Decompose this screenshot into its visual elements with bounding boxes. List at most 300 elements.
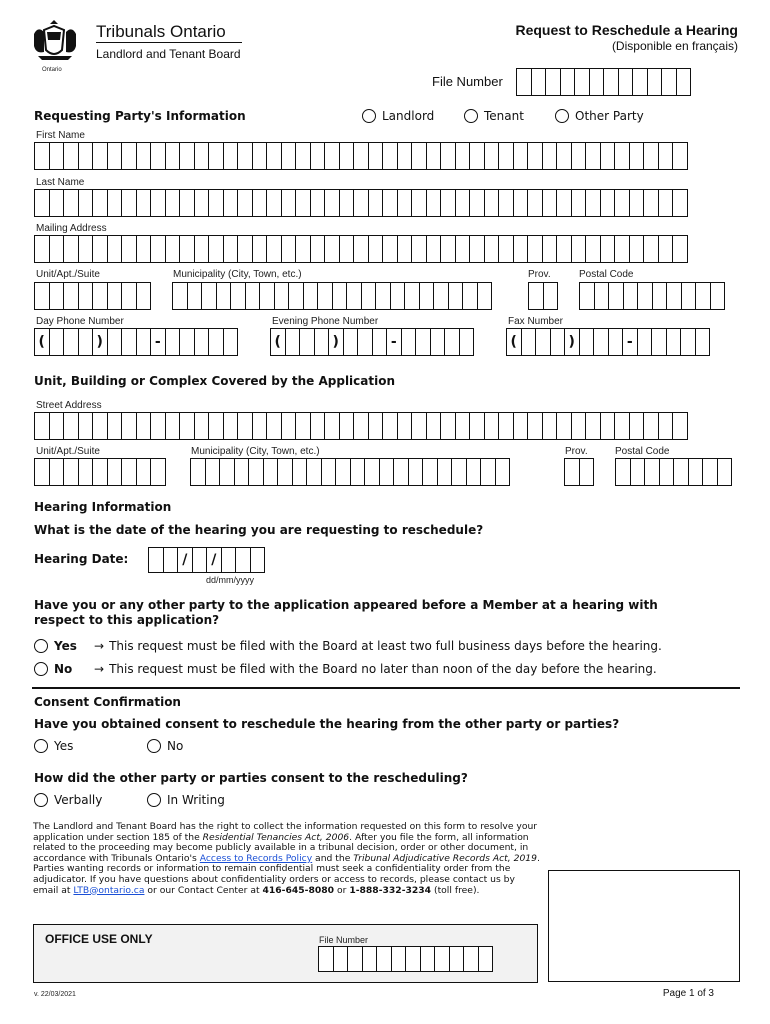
char-box[interactable] — [614, 412, 630, 440]
paren-open[interactable]: ( — [34, 328, 50, 356]
char-box[interactable] — [440, 189, 456, 217]
postal2-boxes[interactable] — [615, 458, 731, 486]
char-box[interactable] — [462, 282, 478, 310]
char-box[interactable] — [556, 142, 572, 170]
char-box[interactable] — [672, 189, 688, 217]
postal-boxes[interactable] — [579, 282, 724, 310]
radio-circle[interactable] — [464, 109, 478, 123]
char-box[interactable] — [107, 142, 123, 170]
date-slash[interactable]: / — [206, 547, 222, 573]
yes-option-row[interactable]: Yes → This request must be filed with the Board at least two full business days before the hearing. — [34, 639, 662, 653]
char-box[interactable] — [368, 142, 384, 170]
radio-circle[interactable] — [555, 109, 569, 123]
char-box[interactable] — [498, 189, 514, 217]
char-box[interactable] — [695, 282, 711, 310]
radio-tenant[interactable]: Tenant — [464, 109, 524, 123]
char-box[interactable] — [661, 68, 677, 96]
char-box[interactable] — [368, 412, 384, 440]
char-box[interactable] — [426, 235, 442, 263]
char-box[interactable] — [252, 412, 268, 440]
paren-open[interactable]: ( — [506, 328, 522, 356]
char-box[interactable] — [192, 547, 208, 573]
char-box[interactable] — [594, 282, 610, 310]
char-box[interactable] — [205, 458, 221, 486]
email-link[interactable]: LTB@ontario.ca — [73, 884, 145, 896]
char-box[interactable] — [208, 328, 224, 356]
char-box[interactable] — [234, 458, 250, 486]
char-box[interactable] — [672, 142, 688, 170]
char-box[interactable] — [516, 68, 532, 96]
char-box[interactable] — [288, 282, 304, 310]
char-box[interactable] — [672, 235, 688, 263]
char-box[interactable] — [318, 946, 334, 972]
char-box[interactable] — [422, 458, 438, 486]
char-box[interactable] — [107, 328, 123, 356]
char-box[interactable] — [556, 412, 572, 440]
char-box[interactable] — [440, 412, 456, 440]
char-box[interactable] — [216, 282, 232, 310]
char-box[interactable] — [281, 142, 297, 170]
radio-circle[interactable] — [147, 739, 161, 753]
char-box[interactable] — [347, 946, 363, 972]
paren-close[interactable]: ) — [92, 328, 108, 356]
char-box[interactable] — [208, 412, 224, 440]
char-box[interactable] — [542, 189, 558, 217]
char-box[interactable] — [179, 328, 195, 356]
char-box[interactable] — [136, 412, 152, 440]
char-box[interactable] — [397, 189, 413, 217]
char-box[interactable] — [382, 235, 398, 263]
char-box[interactable] — [629, 412, 645, 440]
char-box[interactable] — [397, 142, 413, 170]
char-box[interactable] — [658, 189, 674, 217]
char-box[interactable] — [643, 142, 659, 170]
char-box[interactable] — [498, 235, 514, 263]
char-box[interactable] — [346, 282, 362, 310]
char-box[interactable] — [542, 412, 558, 440]
char-box[interactable] — [266, 412, 282, 440]
char-box[interactable] — [585, 142, 601, 170]
char-box[interactable] — [579, 282, 595, 310]
char-box[interactable] — [681, 282, 697, 310]
char-box[interactable] — [49, 235, 65, 263]
char-box[interactable] — [92, 412, 108, 440]
char-box[interactable] — [666, 328, 682, 356]
char-box[interactable] — [194, 142, 210, 170]
char-box[interactable] — [63, 328, 79, 356]
char-box[interactable] — [121, 142, 137, 170]
char-box[interactable] — [266, 142, 282, 170]
day-phone-boxes[interactable] — [34, 328, 237, 356]
char-box[interactable] — [314, 328, 330, 356]
char-box[interactable] — [259, 282, 275, 310]
char-box[interactable] — [455, 235, 471, 263]
char-box[interactable] — [448, 282, 464, 310]
char-box[interactable] — [223, 328, 239, 356]
char-box[interactable] — [295, 189, 311, 217]
date-slash[interactable]: / — [177, 547, 193, 573]
mailing-address-boxes[interactable] — [34, 235, 687, 263]
radio-consent-yes[interactable]: Yes — [34, 739, 73, 753]
char-box[interactable] — [235, 547, 251, 573]
char-box[interactable] — [92, 189, 108, 217]
file-number-boxes[interactable] — [516, 68, 690, 96]
char-box[interactable] — [295, 235, 311, 263]
char-box[interactable] — [63, 412, 79, 440]
char-box[interactable] — [629, 142, 645, 170]
char-box[interactable] — [637, 328, 653, 356]
char-box[interactable] — [527, 412, 543, 440]
char-box[interactable] — [237, 142, 253, 170]
char-box[interactable] — [165, 235, 181, 263]
char-box[interactable] — [339, 142, 355, 170]
char-box[interactable] — [614, 235, 630, 263]
char-box[interactable] — [364, 458, 380, 486]
char-box[interactable] — [623, 282, 639, 310]
char-box[interactable] — [321, 458, 337, 486]
char-box[interactable] — [658, 235, 674, 263]
char-box[interactable] — [310, 142, 326, 170]
char-box[interactable] — [651, 328, 667, 356]
unit-boxes[interactable] — [34, 282, 150, 310]
dash[interactable]: - — [622, 328, 638, 356]
char-box[interactable] — [136, 328, 152, 356]
char-box[interactable] — [353, 189, 369, 217]
char-box[interactable] — [121, 235, 137, 263]
char-box[interactable] — [335, 458, 351, 486]
char-box[interactable] — [393, 458, 409, 486]
char-box[interactable] — [556, 189, 572, 217]
unit2-boxes[interactable] — [34, 458, 165, 486]
radio-no[interactable] — [34, 662, 48, 676]
char-box[interactable] — [92, 235, 108, 263]
char-box[interactable] — [317, 282, 333, 310]
char-box[interactable] — [652, 282, 668, 310]
char-box[interactable] — [603, 68, 619, 96]
char-box[interactable] — [250, 547, 266, 573]
char-box[interactable] — [643, 412, 659, 440]
char-box[interactable] — [391, 946, 407, 972]
char-box[interactable] — [78, 412, 94, 440]
char-box[interactable] — [78, 282, 94, 310]
char-box[interactable] — [440, 142, 456, 170]
char-box[interactable] — [543, 282, 559, 310]
char-box[interactable] — [136, 458, 152, 486]
char-box[interactable] — [589, 68, 605, 96]
radio-circle[interactable] — [34, 793, 48, 807]
char-box[interactable] — [208, 235, 224, 263]
char-box[interactable] — [107, 189, 123, 217]
char-box[interactable] — [382, 189, 398, 217]
fax-boxes[interactable] — [506, 328, 709, 356]
char-box[interactable] — [353, 142, 369, 170]
radio-consent-no[interactable]: No — [147, 739, 183, 753]
char-box[interactable] — [281, 412, 297, 440]
char-box[interactable] — [637, 282, 653, 310]
char-box[interactable] — [484, 412, 500, 440]
char-box[interactable] — [644, 458, 660, 486]
char-box[interactable] — [542, 142, 558, 170]
char-box[interactable] — [107, 412, 123, 440]
char-box[interactable] — [463, 946, 479, 972]
char-box[interactable] — [179, 142, 195, 170]
char-box[interactable] — [411, 142, 427, 170]
char-box[interactable] — [187, 282, 203, 310]
char-box[interactable] — [332, 282, 348, 310]
char-box[interactable] — [630, 458, 646, 486]
char-box[interactable] — [574, 68, 590, 96]
char-box[interactable] — [350, 458, 366, 486]
char-box[interactable] — [49, 189, 65, 217]
char-box[interactable] — [310, 189, 326, 217]
char-box[interactable] — [136, 235, 152, 263]
char-box[interactable] — [343, 328, 359, 356]
char-box[interactable] — [676, 68, 692, 96]
char-box[interactable] — [550, 328, 566, 356]
char-box[interactable] — [643, 235, 659, 263]
char-box[interactable] — [285, 328, 301, 356]
char-box[interactable] — [495, 458, 511, 486]
char-box[interactable] — [556, 235, 572, 263]
char-box[interactable] — [362, 946, 378, 972]
first-name-boxes[interactable] — [34, 142, 687, 170]
char-box[interactable] — [34, 235, 50, 263]
char-box[interactable] — [411, 412, 427, 440]
char-box[interactable] — [190, 458, 206, 486]
char-box[interactable] — [600, 189, 616, 217]
char-box[interactable] — [194, 189, 210, 217]
char-box[interactable] — [223, 142, 239, 170]
char-box[interactable] — [469, 142, 485, 170]
char-box[interactable] — [527, 189, 543, 217]
char-box[interactable] — [404, 282, 420, 310]
char-box[interactable] — [571, 142, 587, 170]
char-box[interactable] — [63, 458, 79, 486]
char-box[interactable] — [440, 235, 456, 263]
char-box[interactable] — [629, 235, 645, 263]
char-box[interactable] — [560, 68, 576, 96]
char-box[interactable] — [615, 458, 631, 486]
radio-other-party[interactable]: Other Party — [555, 109, 644, 123]
char-box[interactable] — [433, 282, 449, 310]
char-box[interactable] — [368, 235, 384, 263]
char-box[interactable] — [469, 412, 485, 440]
char-box[interactable] — [252, 189, 268, 217]
paren-open[interactable]: ( — [270, 328, 286, 356]
char-box[interactable] — [150, 412, 166, 440]
char-box[interactable] — [376, 946, 392, 972]
char-box[interactable] — [469, 235, 485, 263]
char-box[interactable] — [680, 328, 696, 356]
char-box[interactable] — [281, 235, 297, 263]
char-box[interactable] — [382, 142, 398, 170]
char-box[interactable] — [49, 282, 65, 310]
char-box[interactable] — [121, 458, 137, 486]
char-box[interactable] — [513, 235, 529, 263]
char-box[interactable] — [430, 328, 446, 356]
char-box[interactable] — [480, 458, 496, 486]
char-box[interactable] — [372, 328, 388, 356]
char-box[interactable] — [136, 189, 152, 217]
char-box[interactable] — [223, 412, 239, 440]
char-box[interactable] — [688, 458, 704, 486]
char-box[interactable] — [528, 282, 544, 310]
char-box[interactable] — [466, 458, 482, 486]
char-box[interactable] — [379, 458, 395, 486]
char-box[interactable] — [426, 412, 442, 440]
char-box[interactable] — [92, 458, 108, 486]
char-box[interactable] — [717, 458, 733, 486]
char-box[interactable] — [419, 282, 435, 310]
char-box[interactable] — [292, 458, 308, 486]
char-box[interactable] — [629, 189, 645, 217]
radio-circle[interactable] — [362, 109, 376, 123]
char-box[interactable] — [299, 328, 315, 356]
char-box[interactable] — [237, 235, 253, 263]
char-box[interactable] — [92, 282, 108, 310]
char-box[interactable] — [277, 458, 293, 486]
char-box[interactable] — [390, 282, 406, 310]
char-box[interactable] — [78, 458, 94, 486]
char-box[interactable] — [375, 282, 391, 310]
char-box[interactable] — [647, 68, 663, 96]
char-box[interactable] — [34, 458, 50, 486]
access-to-records-link[interactable]: Access to Records Policy — [199, 852, 313, 864]
char-box[interactable] — [333, 946, 349, 972]
prov-boxes[interactable] — [528, 282, 557, 310]
char-box[interactable] — [673, 458, 689, 486]
char-box[interactable] — [672, 412, 688, 440]
last-name-boxes[interactable] — [34, 189, 687, 217]
char-box[interactable] — [63, 189, 79, 217]
char-box[interactable] — [444, 328, 460, 356]
char-box[interactable] — [477, 282, 493, 310]
char-box[interactable] — [165, 328, 181, 356]
char-box[interactable] — [266, 189, 282, 217]
char-box[interactable] — [179, 235, 195, 263]
char-box[interactable] — [121, 282, 137, 310]
char-box[interactable] — [49, 412, 65, 440]
char-box[interactable] — [121, 328, 137, 356]
char-box[interactable] — [361, 282, 377, 310]
char-box[interactable] — [702, 458, 718, 486]
char-box[interactable] — [397, 235, 413, 263]
char-box[interactable] — [252, 142, 268, 170]
char-box[interactable] — [614, 189, 630, 217]
evening-phone-boxes[interactable] — [270, 328, 473, 356]
char-box[interactable] — [163, 547, 179, 573]
char-box[interactable] — [78, 142, 94, 170]
char-box[interactable] — [107, 458, 123, 486]
char-box[interactable] — [63, 142, 79, 170]
char-box[interactable] — [172, 282, 188, 310]
char-box[interactable] — [632, 68, 648, 96]
char-box[interactable] — [585, 412, 601, 440]
char-box[interactable] — [608, 328, 624, 356]
dash[interactable]: - — [386, 328, 402, 356]
char-box[interactable] — [148, 547, 164, 573]
char-box[interactable] — [150, 142, 166, 170]
char-box[interactable] — [455, 189, 471, 217]
char-box[interactable] — [303, 282, 319, 310]
radio-yes[interactable] — [34, 639, 48, 653]
char-box[interactable] — [274, 282, 290, 310]
paren-close[interactable]: ) — [564, 328, 580, 356]
radio-circle[interactable] — [34, 739, 48, 753]
char-box[interactable] — [710, 282, 726, 310]
char-box[interactable] — [484, 189, 500, 217]
char-box[interactable] — [498, 142, 514, 170]
char-box[interactable] — [136, 282, 152, 310]
char-box[interactable] — [324, 412, 340, 440]
char-box[interactable] — [150, 458, 166, 486]
char-box[interactable] — [107, 282, 123, 310]
radio-verbally[interactable]: Verbally — [34, 793, 102, 807]
char-box[interactable] — [179, 189, 195, 217]
char-box[interactable] — [324, 235, 340, 263]
char-box[interactable] — [608, 282, 624, 310]
char-box[interactable] — [643, 189, 659, 217]
char-box[interactable] — [405, 946, 421, 972]
char-box[interactable] — [659, 458, 675, 486]
char-box[interactable] — [237, 412, 253, 440]
char-box[interactable] — [252, 235, 268, 263]
char-box[interactable] — [585, 189, 601, 217]
radio-circle[interactable] — [147, 793, 161, 807]
char-box[interactable] — [513, 412, 529, 440]
char-box[interactable] — [306, 458, 322, 486]
dash[interactable]: - — [150, 328, 166, 356]
char-box[interactable] — [455, 412, 471, 440]
char-box[interactable] — [165, 189, 181, 217]
char-box[interactable] — [223, 235, 239, 263]
char-box[interactable] — [411, 189, 427, 217]
char-box[interactable] — [219, 458, 235, 486]
char-box[interactable] — [92, 142, 108, 170]
char-box[interactable] — [484, 235, 500, 263]
char-box[interactable] — [368, 189, 384, 217]
char-box[interactable] — [434, 946, 450, 972]
char-box[interactable] — [618, 68, 634, 96]
char-box[interactable] — [527, 235, 543, 263]
municipality2-boxes[interactable] — [190, 458, 509, 486]
char-box[interactable] — [357, 328, 373, 356]
char-box[interactable] — [78, 328, 94, 356]
char-box[interactable] — [339, 189, 355, 217]
char-box[interactable] — [34, 142, 50, 170]
char-box[interactable] — [353, 412, 369, 440]
paren-close[interactable]: ) — [328, 328, 344, 356]
char-box[interactable] — [542, 235, 558, 263]
char-box[interactable] — [451, 458, 467, 486]
office-file-number-boxes[interactable] — [318, 946, 492, 972]
char-box[interactable] — [426, 189, 442, 217]
no-option-row[interactable]: No → This request must be filed with the Board no later than noon of the day before the hearing. — [34, 662, 657, 676]
char-box[interactable] — [201, 282, 217, 310]
char-box[interactable] — [420, 946, 436, 972]
char-box[interactable] — [401, 328, 417, 356]
hearing-date-boxes[interactable] — [148, 547, 264, 573]
char-box[interactable] — [339, 235, 355, 263]
char-box[interactable] — [585, 235, 601, 263]
char-box[interactable] — [478, 946, 494, 972]
radio-in-writing[interactable]: In Writing — [147, 793, 225, 807]
char-box[interactable] — [513, 189, 529, 217]
char-box[interactable] — [666, 282, 682, 310]
char-box[interactable] — [600, 235, 616, 263]
char-box[interactable] — [107, 235, 123, 263]
char-box[interactable] — [324, 142, 340, 170]
